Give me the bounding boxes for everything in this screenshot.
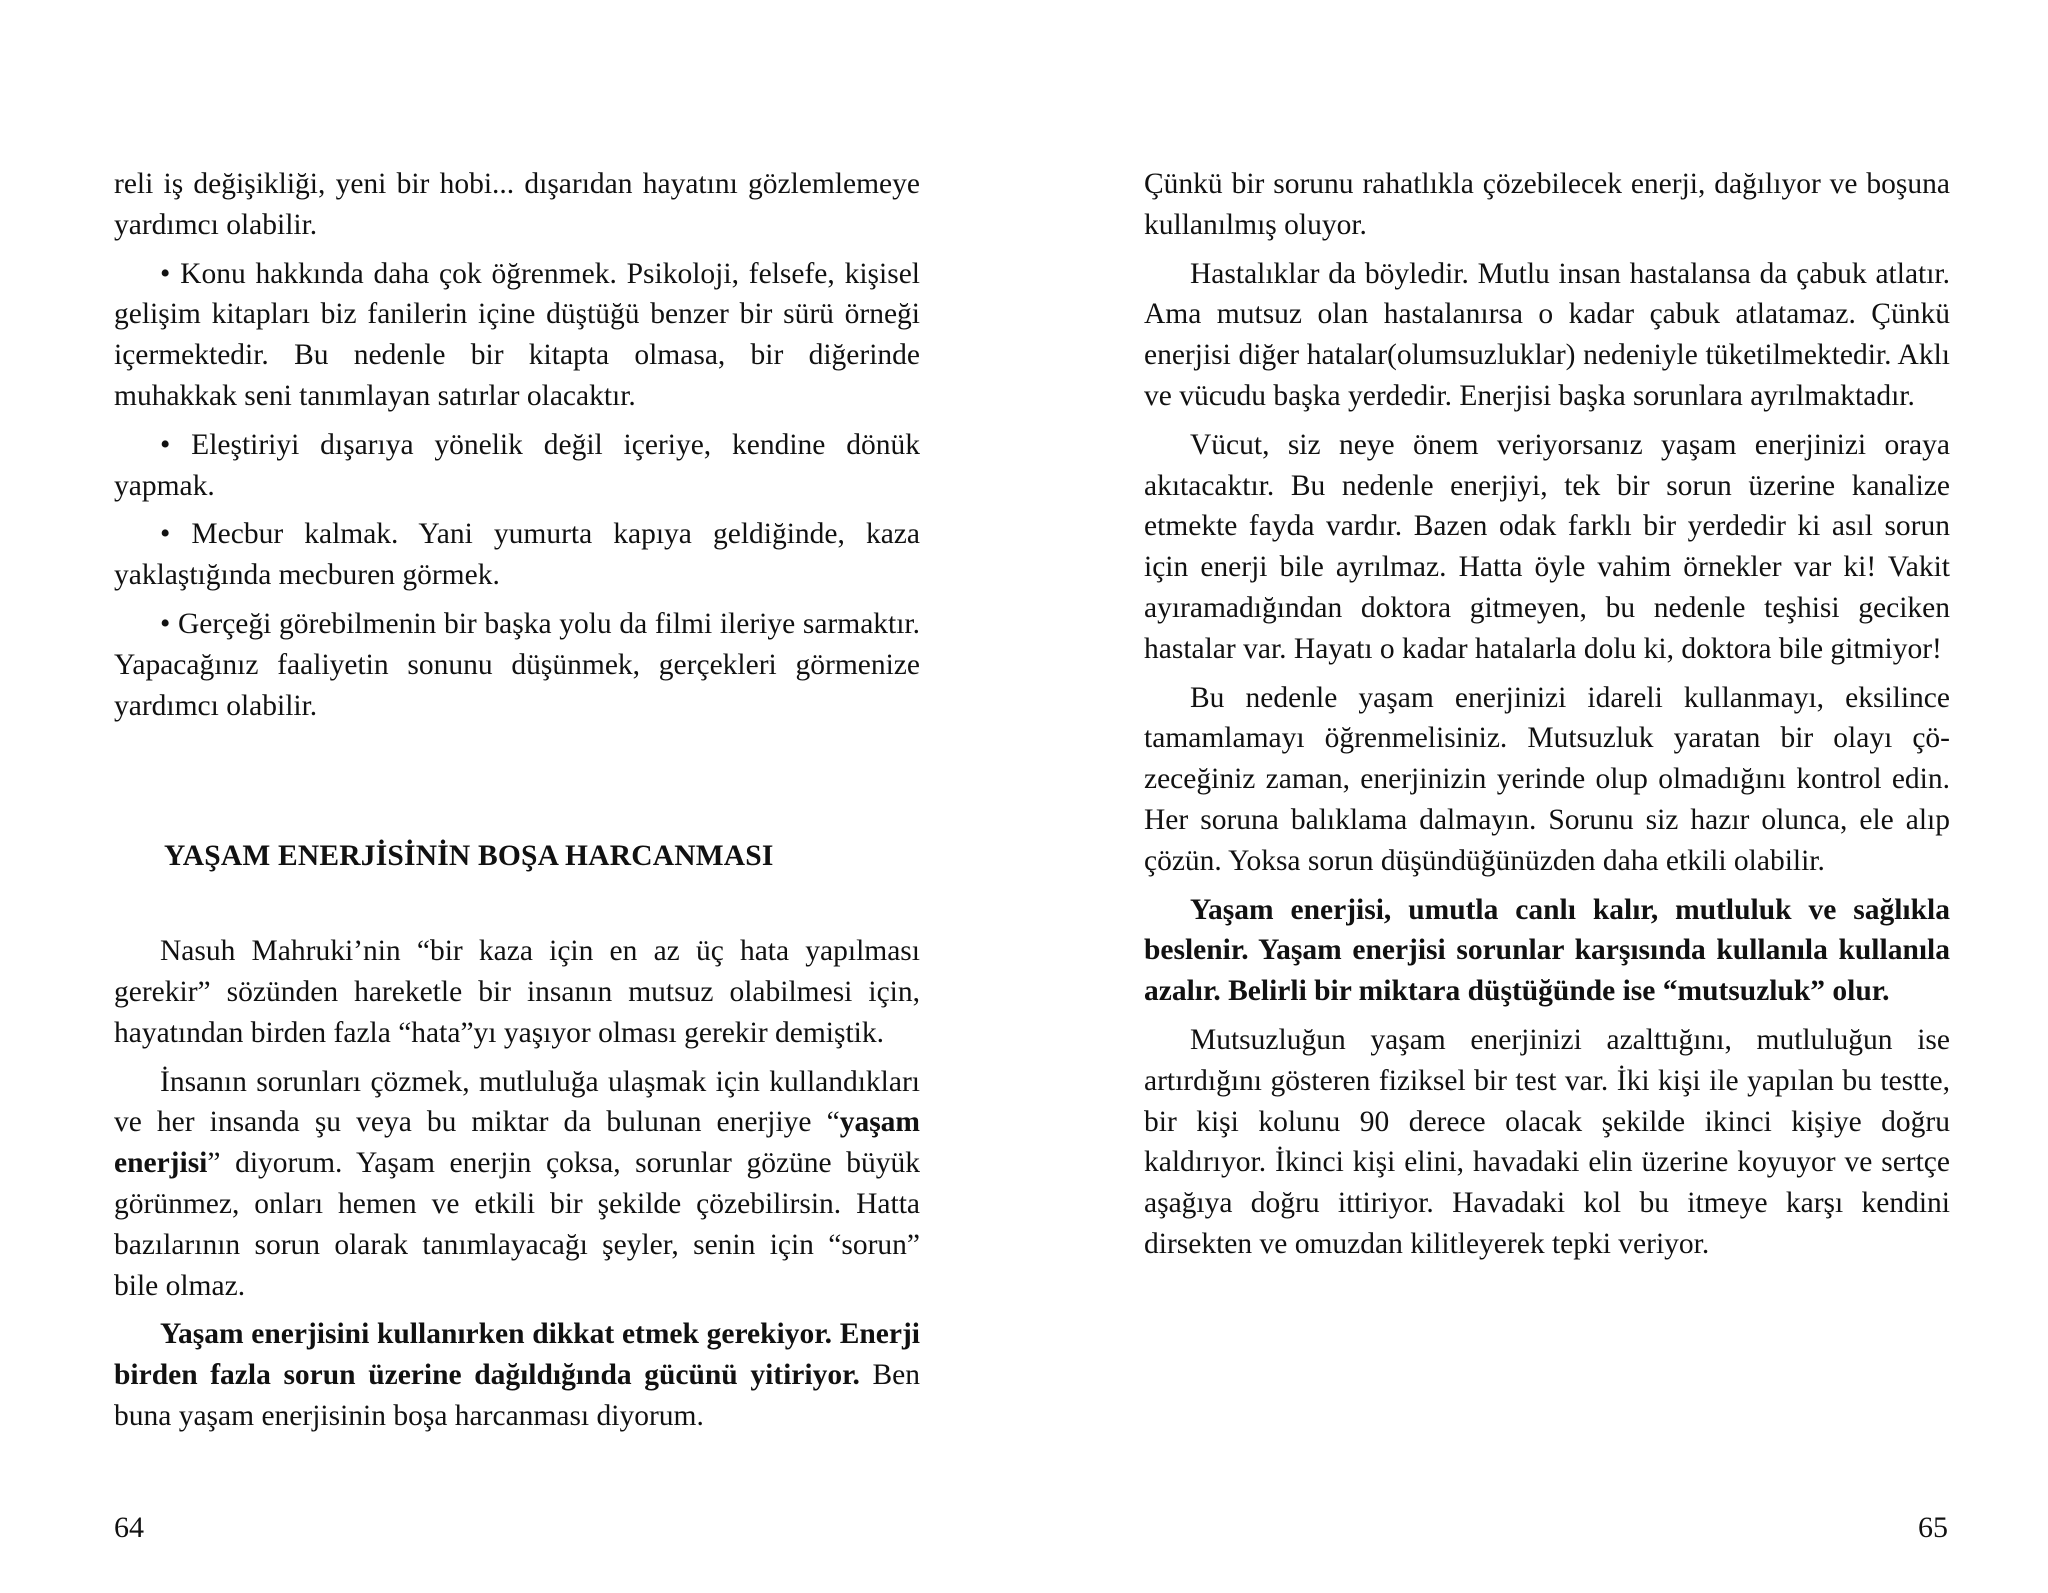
- paragraph: Nasuh Mahruki’nin “bir kaza için en az üç hata yapılması gerekir” sözünden hareketle bir insanın mutsuz olabilmesi için, hayatından birden fazla “hata”yı yaşıyor olması gerekir demiştik.: [114, 935, 920, 1049]
- paragraph: Mutsuzluğun yaşam enerjinizi azalttığını, mutluluğun ise artırdığını gösteren fiziksel bir test var. İki kişi ile yapılan bu testte, bir kişi kolunu 90 derece olacak şekilde ikinci kişiye doğru kaldırıyor. İkinci kişi elini, havadaki elin üzerine koyuyor ve sertçe aşağıya doğru ittiriyor. Havadaki kol bu itmeye karşı kendini dirsekten ve omuzdan kilitleyerek tepki veriyor.: [1144, 1023, 1950, 1260]
- page-number-left: 64: [114, 1511, 144, 1544]
- text-span: ” diyorum. Yaşam enerjin çoksa, sorunlar gözüne büyük görünmez, onları hemen ve etkili bir şekilde çözebilirsin. Hatta bazılarının sorun olarak tanımlayacağı şeyler, senin için “sorun” bile olmaz.: [114, 1147, 920, 1302]
- bold-paragraph: Yaşam enerjisi, umutla canlı kalır, mutluluk ve sağlıkla beslenir. Yaşam enerjisi sorunlar karşısında kullanıla kullanıla azalır. Belirli bir miktara düştüğünde ise “mutsuzluk” olur.: [1144, 893, 1950, 1008]
- energy-paragraph: [114, 1062, 920, 1307]
- bullet-paragraph: • Gerçeği görebilmenin bir başka yolu da filmi ileriye sarmaktır. Yapacağınız faaliyetin sonunu düşünmek, gerçekleri görmenize yardımcı olabilir.: [114, 607, 920, 722]
- paragraph: Vücut, siz neye önem veriyorsanız yaşam enerjinizi oraya akıtacaktır. Bu nedenle enerjiyi, tek bir sorun üzerine kanalize etmekte fayda vardır. Bazen odak farklı bir yerdedir ki asıl sorun için enerji bile ayrılmaz. Hatta öyle vahim örnekler var ki! Vakit ayıramadığından doktora gitmeyen, bu nedenle teşhisi geciken hastalar var. Hayatı o kadar hatalarla dolu ki, doktora bile gitmiyor!: [1144, 428, 1950, 665]
- bold-text: Yaşam enerjisini kullanırken dikkat etmek gerekiyor. Enerji birden fazla sorun üzerine dağıldığında gücünü yitiriyor.: [114, 1318, 920, 1392]
- paragraph: Bu nedenle yaşam enerjinizi idareli kullanmayı, eksilince tamamlamayı öğrenmelisiniz. Mutsuzluk yaratan bir olayı çözeceğiniz zaman, enerjinizin yerinde olup olmadığını kontrol edin. Her soruna balıklama dalmayın. Sorunu siz hazır olunca, ele alıp çözün. Yoksa sorun düşündüğünüzden daha etkili olabilir.: [1144, 681, 1950, 877]
- bullet-paragraph: • Eleştiriyi dışarıya yönelik değil içeriye, kendine dönük yapmak.: [114, 428, 920, 502]
- bullet-paragraph: • Mecbur kalmak. Yani yumurta kapıya geldiğinde, kaza yaklaştığında mecburen görmek.: [114, 518, 920, 592]
- last-paragraph: [114, 1314, 920, 1436]
- paragraph: Çünkü bir sorunu rahatlıkla çözebilecek enerji, dağılıyor ve boşuna kullanılmış oluyor.: [1144, 168, 1950, 241]
- text-span: Ben buna yaşam enerjisinin boşa harcanması diyorum.: [114, 1359, 920, 1432]
- paragraph: Hastalıklar da böyledir. Mutlu insan hastalansa da çabuk atlatır. Ama mutsuz olan hastalanırsa o kadar çabuk atlatamaz. Çünkü enerjisi diğer hatalar(olumsuzluklar) nedeniyle tüketilmektedir. Aklı ve vücudu başka yerdedir. Enerjisi başka sorunlara ayrılmaktadır.: [1144, 257, 1950, 412]
- right-page: [1144, 164, 1950, 1273]
- bold-term: yaşam enerjisi: [114, 1106, 920, 1180]
- section-title: YAŞAM ENERJİSİNİN BOŞA HARCANMASI: [164, 840, 774, 873]
- page-number-right: 65: [1918, 1511, 1948, 1544]
- bullet-paragraph: • Konu hakkında daha çok öğrenmek. Psikoloji, felsefe, kişisel gelişim kitapları biz fanilerin içine düştüğü benzer bir sürü örneği içermektedir. Bu nedenle bir kitapta olmasa, bir diğerinde muhakkak seni tanımlayan satırlar olacaktır.: [114, 257, 920, 412]
- left-page: [114, 164, 920, 1445]
- text-span: İnsanın sorunları çözmek, mutluluğa ulaşmak için kullandıkları ve her insanda şu veya bu miktar da bulunan enerjiye “: [114, 1065, 920, 1139]
- paragraph: reli iş değişikliği, yeni bir hobi... dışarıdan hayatını gözlemlemeye yardımcı olabilir.: [114, 168, 920, 241]
